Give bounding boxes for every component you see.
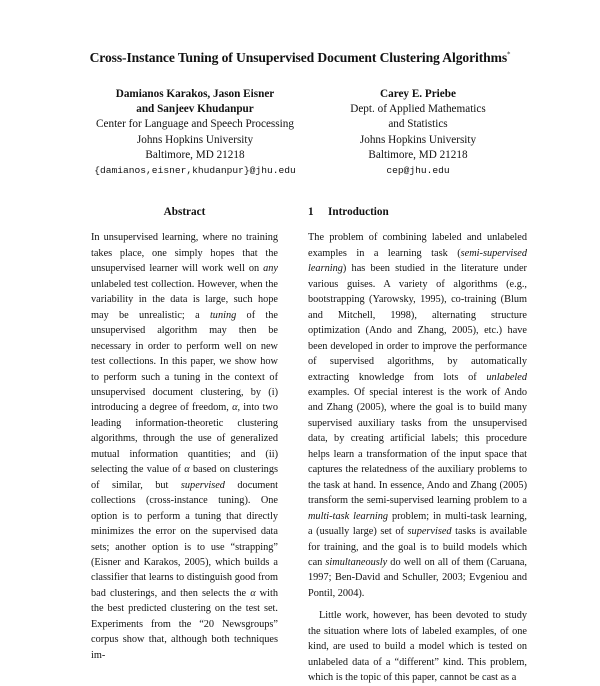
abstract-heading: Abstract: [163, 206, 206, 218]
author-department: Dept. of Applied Mathematics: [350, 103, 486, 116]
abstract-run: based on clusterings of similar, but: [91, 464, 278, 491]
abstract-column: [91, 205, 278, 663]
introduction-column: [308, 205, 527, 686]
intro-run: do well on all of them (Caruana, 1997; Ben-David and Schuller, 2003; Evgeniou and Pontil, 2004).: [308, 556, 527, 599]
section-title: Introduction: [328, 206, 389, 218]
author-department-cont: and Statistics: [388, 118, 448, 131]
author-block-left: [75, 87, 315, 178]
author-names-line-2: and Sanjeev Khudanpur: [136, 103, 254, 116]
intro-run: examples. Of special interest is the work of Ando and Zhang (2005), where the goal is to build many supervised auxiliary tasks from the unsupervised data, by creating artificial labels; this procedure helps learn a transformation of the input space that captures the relatedness of the auxiliary problems to the task at hand. In essence, Ando and Zhang (2005) transform the semi-supervised learning problem to a: [308, 386, 527, 507]
intro-emphasis: supervised: [407, 526, 452, 538]
author-email: {damianos,eisner,khudanpur}@jhu.edu: [94, 165, 296, 177]
intro-emphasis: semi-supervised learning: [308, 247, 527, 275]
abstract-emphasis: tuning: [209, 309, 237, 321]
introduction-heading: [308, 205, 527, 220]
author-names-line-1: Damianos Karakos, Jason Eisner: [115, 88, 275, 100]
abstract-run: In unsupervised learning, where no training takes place, one simply hopes that the unsupervised learner will work well on: [91, 232, 278, 275]
author-affiliation: Center for Language and Speech Processing: [96, 118, 294, 131]
abstract-run: document collections (cross-instance tuning). One option is to perform a tuning that directly minimizes the error on the supervised data sets; another option is to use “strapping” (Eisner and Karakos, 2005), which builds a classifier that learns to distinguish good from bad clusterings, and then selects the: [91, 479, 279, 599]
abstract-emphasis: any: [263, 263, 278, 275]
paper-title: [40, 50, 560, 66]
intro-emphasis: multi-task learning: [308, 510, 389, 522]
alpha-symbol: α: [184, 464, 190, 476]
abstract-run: unlabeled test collection. However, when the variability in the data is large, such hope may be unrealistic; a: [91, 278, 278, 321]
introduction-paragraph-1: [308, 230, 527, 601]
author-email: cep@jhu.edu: [386, 165, 450, 177]
intro-emphasis: unlabeled: [486, 371, 527, 383]
author-university: Johns Hopkins University: [136, 133, 254, 146]
author-university: Johns Hopkins University: [359, 133, 477, 146]
author-name: Carey E. Priebe: [380, 88, 456, 100]
abstract-text: [91, 230, 278, 663]
abstract-run: , into two leading information-theoretic clustering algorithms, through the use of generalized mutual information quantities; and (ii) selecting the value of: [91, 402, 278, 476]
author-location: Baltimore, MD 21218: [368, 148, 468, 161]
abstract-run: with the best predicted clustering on the test set. Experiments from the “20 Newsgroups” corpus show that, although both techniques im-: [91, 587, 278, 661]
intro-run: problem; in multi-task learning, a (usually large) set of: [308, 510, 527, 538]
alpha-symbol: α: [250, 587, 256, 599]
section-number: 1: [308, 206, 314, 218]
abstract-run: of the unsupervised algorithm may then be necessary in order to perform well on new test collections. In this paper, we show how to perform such a tuning in the context of unsupervised document clustering, by (i) introducing a degree of freedom,: [91, 309, 279, 414]
intro-emphasis: simultaneously: [325, 556, 388, 568]
abstract-emphasis: supervised: [180, 479, 225, 491]
paper-title-text: Cross-Instance Tuning of Unsupervised Document Clustering Algorithms: [89, 50, 508, 65]
author-location: Baltimore, MD 21218: [145, 148, 245, 161]
intro-run: ) has been studied in the literature under various guises. A variety of algorithms (e.g., bootstrapping (Yarowsky, 1995), co-training (Blum and Mitchell, 1998), alternating structure optimization (Ando and Zhang, 2005), etc.) have been developed in order to improve the performance of supervised algorithms, by automatically extracting knowledge from lots of: [308, 263, 527, 383]
intro-run: The problem of combining labeled and unlabeled examples in a learning task (: [308, 232, 527, 259]
introduction-paragraph-2: Little work, however, has been devoted to study the situation where lots of labeled examples, of one kind, are used to build a model which is tested on unlabeled data of a “different” kind. This problem, which is the topic of this paper, cannot be cast as a: [308, 610, 527, 684]
intro-run: tasks is available for training, and the goal is to build models which can: [308, 526, 527, 568]
title-footnote-mark: *: [507, 50, 511, 59]
alpha-symbol: α: [232, 402, 238, 414]
author-block-right: [318, 87, 518, 178]
